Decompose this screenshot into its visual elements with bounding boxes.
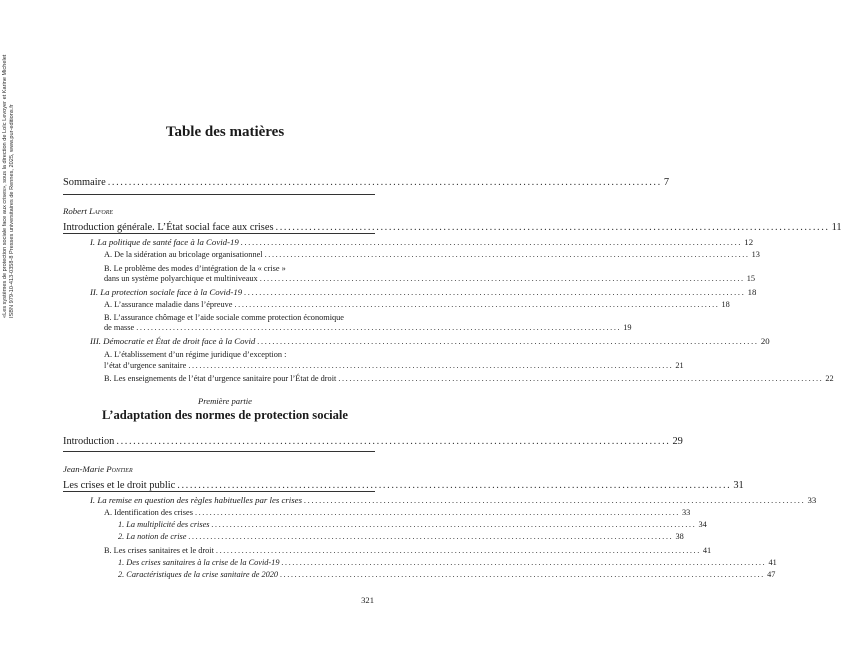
part-kicker: Première partie xyxy=(197,396,252,406)
toc-entry-subsection[interactable]: B. Les crises sanitaires et le droit .................................................................................................................................... 41 xyxy=(104,546,712,555)
toc-entry-page: 31 xyxy=(733,480,744,491)
dot-leader: .................................................................................................................................... xyxy=(194,508,680,517)
toc-entry-section[interactable]: II. La protection sociale face à la Covid-19 .................................................................................................................................... 18 xyxy=(90,287,757,297)
dot-leader: .................................................................................................................................... xyxy=(211,520,697,529)
toc-entry-subsection-line1: B. L’assurance chômage et l’aide sociale comme protection économique xyxy=(104,313,344,322)
section-divider xyxy=(63,491,375,492)
toc-entry-label: Les crises et le droit public xyxy=(63,480,176,491)
toc-entry-page: 29 xyxy=(672,436,683,447)
dot-leader: .................................................................................................................................... xyxy=(240,237,743,247)
section-divider xyxy=(63,233,375,234)
dot-leader: .................................................................................................................................... xyxy=(264,250,750,259)
toc-entry-section[interactable]: III. Démocratie et État de droit face à la Covid .................................................................................................................................... 20 xyxy=(90,336,770,346)
dot-leader: .................................................................................................................................... xyxy=(234,300,720,309)
toc-entry-section[interactable]: I. La remise en question des règles habituelles par les crises .................................................................................................................................... 33 xyxy=(90,495,817,505)
toc-entry-label: Sommaire xyxy=(63,177,106,188)
toc-entry-subsection[interactable]: B. Les enseignements de l’état d’urgence sanitaire pour l’État de droit .................................................................................................................................... 22 xyxy=(104,374,834,383)
page-title: Table des matières xyxy=(165,124,285,140)
toc-entry-subsection[interactable]: de masse .................................................................................................................................... 19 xyxy=(104,323,632,332)
dot-leader: .................................................................................................................................... xyxy=(304,495,806,505)
section-divider xyxy=(63,194,375,195)
toc-entry-introduction[interactable] xyxy=(63,436,683,448)
toc-entry-item[interactable]: 1. Des crises sanitaires à la crise de la Covid-19 .................................................................................................................................... 41 xyxy=(118,558,777,567)
page-number: 321 xyxy=(361,595,374,605)
dot-leader: .................................................................................................................................... xyxy=(244,287,746,297)
part-title: L’adaptation des normes de protection sociale xyxy=(102,408,348,422)
dot-leader: .................................................................................................................................... xyxy=(281,558,767,567)
toc-entry-page: 7 xyxy=(663,177,670,188)
toc-entry-subsection[interactable]: dans un système polyarchique et multiniveaux .................................................................................................................................... 15 xyxy=(104,274,755,283)
toc-entry-label: Introduction xyxy=(63,436,115,447)
dot-leader: .................................................................................................................................... xyxy=(215,546,701,555)
author-name: Robert Lafore xyxy=(63,206,114,216)
toc-entry-subsection-line1: B. Le problème des modes d’intégration de la « crise » xyxy=(104,264,286,273)
dot-leader: .................................................................................................................................... xyxy=(257,336,759,346)
dot-leader: .................................................................................................................................... xyxy=(107,177,662,188)
toc-entry-sommaire[interactable] xyxy=(63,177,670,189)
toc-entry-subsection[interactable]: A. De la sidération au bricolage organisationnel .................................................................................................................................... 13 xyxy=(104,250,760,259)
author-name: Jean-Marie Pontier xyxy=(63,464,133,474)
dot-leader: .................................................................................................................................... xyxy=(280,570,766,579)
side-text-line-1: «Les systèmes de protection sociale face aux crises», sous la direction de Loïc Levoyer et Karine Michelet xyxy=(2,54,8,318)
dot-leader: .................................................................................................................................... xyxy=(188,361,674,370)
toc-entry-item[interactable]: 1. La multiplicité des crises .................................................................................................................................... 34 xyxy=(118,520,707,529)
dot-leader: .................................................................................................................................... xyxy=(116,436,671,447)
toc-entry-label: Introduction générale. L’État social face aux crises xyxy=(63,222,274,233)
dot-leader: .................................................................................................................................... xyxy=(177,480,732,491)
toc-entry-item[interactable]: 2. Caractéristiques de la crise sanitaire de 2020 .................................................................................................................................... 47 xyxy=(118,570,776,579)
dot-leader: .................................................................................................................................... xyxy=(188,532,674,541)
dot-leader: .................................................................................................................................... xyxy=(338,374,824,383)
toc-entry-section[interactable]: I. La politique de santé face à la Covid-19 .................................................................................................................................... 12 xyxy=(90,237,754,247)
dot-leader: .................................................................................................................................... xyxy=(259,274,745,283)
dot-leader: .................................................................................................................................... xyxy=(275,222,830,233)
toc-entry-subsection-line1: A. L’établissement d’un régime juridique d’exception : xyxy=(104,350,287,359)
toc-entry-subsection[interactable]: A. Identification des crises .................................................................................................................................... 33 xyxy=(104,508,691,517)
toc-entry-subsection[interactable]: A. L’assurance maladie dans l’épreuve .................................................................................................................................... 18 xyxy=(104,300,730,309)
section-divider xyxy=(63,451,375,452)
dot-leader: .................................................................................................................................... xyxy=(136,323,622,332)
toc-entry-subsection[interactable]: l’état d’urgence sanitaire .................................................................................................................................... 21 xyxy=(104,361,684,370)
side-text-line-2: ISBN 979-10-413-0358-8 Presses universitaires de Rennes, 2025, www.pur-editions.fr xyxy=(9,104,15,318)
toc-entry-page: 11 xyxy=(831,222,842,233)
toc-entry-item[interactable]: 2. La notion de crise .................................................................................................................................... 38 xyxy=(118,532,684,541)
